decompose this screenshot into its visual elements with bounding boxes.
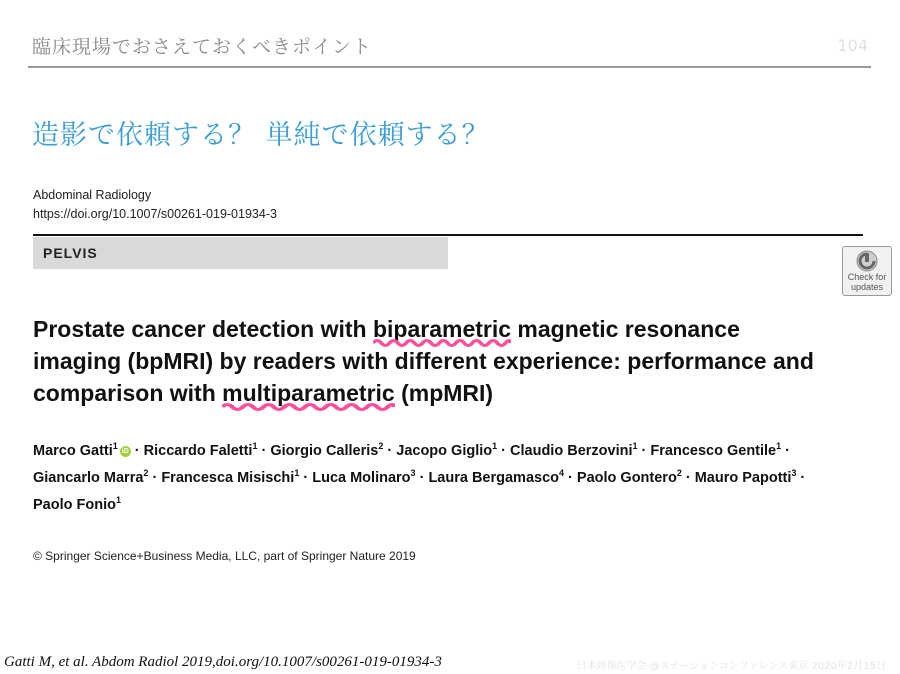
title-text-2: magnetic resonance imaging (bpMRI) by readers with different experience: performance and comparison with bbox=[33, 316, 814, 406]
author-name[interactable]: Giorgio Calleris bbox=[270, 442, 379, 459]
author-name[interactable]: Paolo Gontero bbox=[576, 469, 677, 486]
article-doi: https://doi.org/10.1007/s00261-019-01934-3 bbox=[33, 207, 277, 221]
citation-footer: Gatti M, et al. Abdom Radiol 2019,doi.org/10.1007/s00261-019-01934-3 bbox=[4, 654, 442, 670]
page-number: 104 bbox=[837, 36, 868, 55]
author-name[interactable]: Laura Bergamasco bbox=[428, 469, 559, 486]
copyright-notice: © Springer Science+Business Media, LLC, part of Springer Nature 2019 bbox=[33, 549, 416, 563]
pink-squiggle-underline bbox=[222, 402, 395, 412]
title-highlight-1: biparametric bbox=[372, 316, 512, 342]
title-text-1: Prostate cancer detection with bbox=[33, 316, 373, 342]
author-name[interactable]: Francesca Misischi bbox=[161, 469, 295, 486]
pink-squiggle-underline bbox=[373, 338, 511, 348]
highlight-biparametric bbox=[373, 316, 511, 342]
journal-name: Abdominal Radiology bbox=[33, 188, 152, 202]
title-highlight-2: multiparametric bbox=[222, 380, 395, 406]
highlight-multiparametric bbox=[222, 380, 395, 406]
author-name[interactable]: Francesco Gentile bbox=[650, 442, 777, 459]
check-updates-text-2: updates bbox=[850, 282, 884, 292]
author-affiliation: 1 bbox=[252, 441, 258, 451]
author-affiliation: 2 bbox=[676, 467, 682, 478]
check-updates-text-1: Check for bbox=[847, 272, 887, 282]
author-name[interactable]: Jacopo Giglio bbox=[396, 442, 493, 459]
author-name[interactable]: Claudio Berzovini bbox=[510, 442, 633, 459]
author-affiliation: 1 bbox=[115, 494, 121, 505]
author-affiliation: 1 bbox=[632, 441, 638, 451]
check-for-updates-badge[interactable] bbox=[842, 246, 892, 296]
article-top-divider bbox=[33, 234, 863, 236]
header-divider bbox=[28, 66, 871, 68]
author-affiliation: 3 bbox=[791, 467, 797, 478]
author-affiliation: 4 bbox=[559, 467, 565, 478]
author-affiliation: 1 bbox=[294, 467, 300, 478]
slide-question-heading: 造影で依頼する？ 単純で依頼する？ bbox=[32, 120, 490, 151]
article-title bbox=[33, 313, 833, 409]
author-name[interactable]: Paolo Fonio bbox=[33, 496, 116, 513]
author-affiliation: 2 bbox=[378, 441, 384, 451]
author-name[interactable]: Luca Molinaro bbox=[312, 469, 411, 486]
author-name[interactable]: Marco Gatti bbox=[33, 442, 113, 459]
author-name[interactable]: Mauro Papotti bbox=[694, 469, 792, 486]
author-affiliation: 2 bbox=[143, 467, 149, 478]
author-affiliation: 1 bbox=[492, 441, 498, 451]
title-text-3: (mpMRI) bbox=[394, 380, 494, 406]
section-label: PELVIS bbox=[43, 245, 98, 261]
author-list: Marco Gatti$^1$iD · Riccardo Faletti$^1$ · Giorgio Calleris$^2$ · Jacopo Giglio$^1$ · Claudio Berzovini$^1$ · Francesco Gentile$^1$ · Giancarlo Marra$^2$ · Francesca Misischi$^1$ · Luca Molinaro$^3$ · Laura Bergamasco$^4$ · Paolo Gontero$^2$ · Mauro Papotti$^3$ · Paolo Fonio$^1$ bbox=[33, 441, 806, 513]
author-name[interactable]: Riccardo Faletti bbox=[143, 442, 253, 459]
author-affiliation: 3 bbox=[410, 467, 416, 478]
author-name[interactable]: Giancarlo Marra bbox=[33, 469, 144, 486]
orcid-icon[interactable]: iD bbox=[121, 447, 129, 455]
section-bar bbox=[33, 237, 448, 269]
author-affiliation: 1 bbox=[776, 441, 782, 451]
check-updates-icon bbox=[856, 250, 878, 272]
slide-header-title: 臨床現場でおさえておくべきポイント bbox=[32, 36, 373, 58]
author-affiliation: 1 bbox=[112, 441, 118, 451]
conference-watermark: 日本画像医学会 @ステーションコンファレンス東京 2020年2月15日 bbox=[576, 661, 886, 672]
